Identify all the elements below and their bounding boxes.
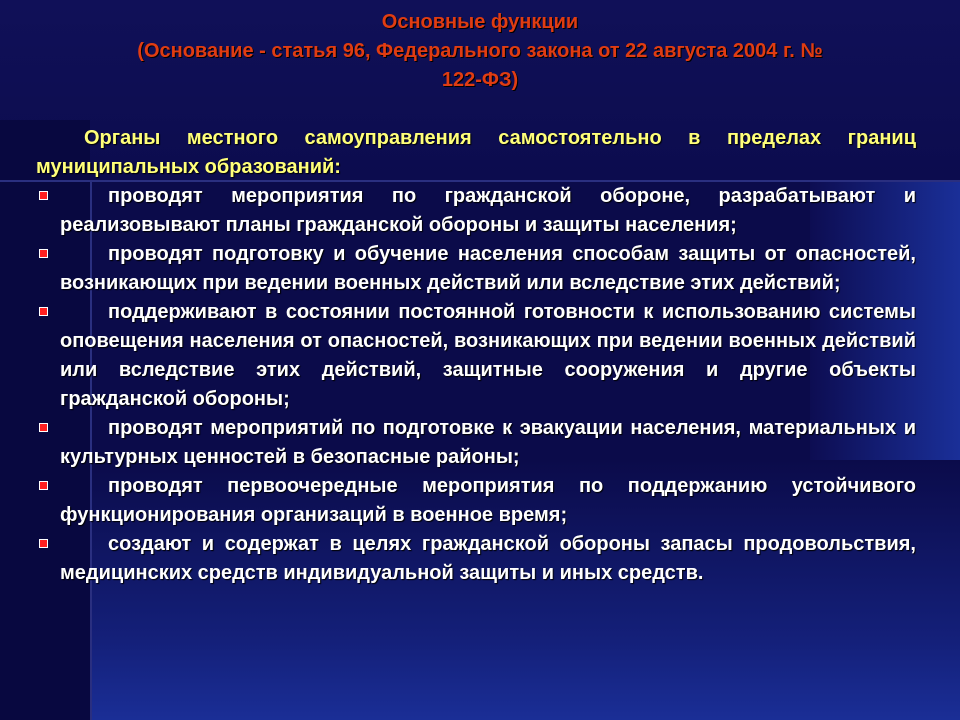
list-item [36, 182, 916, 240]
square-bullet-icon [39, 539, 48, 548]
list-item [36, 298, 916, 414]
list-item [36, 530, 916, 588]
list-item-text: проводят мероприятия по гражданской обороне, разрабатывают и реализовывают планы гражданской обороны и защиты населения; [60, 185, 916, 236]
title-line-1: Основные функции [381, 11, 579, 33]
square-bullet-icon [39, 423, 48, 432]
list-item-text: проводят подготовку и обучение населения способам защиты от опасностей, возникающих при ведении военных действий или вследствие этих действий; [60, 243, 916, 294]
slide-body [36, 124, 916, 588]
list-item [36, 414, 916, 472]
list-item-text: проводят мероприятий по подготовке к эвакуации населения, материальных и культурных ценностей в безопасные районы; [60, 417, 916, 468]
functions-list [36, 182, 916, 588]
square-bullet-icon [39, 481, 48, 490]
square-bullet-icon [39, 249, 48, 258]
intro-paragraph: Органы местного самоуправления самостоятельно в пределах границ муниципальных образований: [36, 127, 916, 178]
slide-title [40, 8, 920, 95]
square-bullet-icon [39, 307, 48, 316]
list-item [36, 240, 916, 298]
list-item [36, 472, 916, 530]
list-item-text: проводят первоочередные мероприятия по поддержанию устойчивого функционирования организаций в военное время; [60, 475, 916, 526]
list-item-text: создают и содержат в целях гражданской обороны запасы продовольствия, медицинских средств индивидуальной защиты и иных средств. [60, 533, 916, 584]
title-line-2: (Основание - статья 96, Федерального закона от 22 августа 2004 г. № [137, 40, 823, 62]
title-line-3: 122-ФЗ) [441, 69, 519, 91]
list-item-text: поддерживают в состоянии постоянной готовности к использованию системы оповещения населения от опасностей, возникающих при ведении военных действий или вследствие этих действий, защитные сооружения и другие объекты гражданской обороны; [60, 301, 916, 410]
square-bullet-icon [39, 191, 48, 200]
